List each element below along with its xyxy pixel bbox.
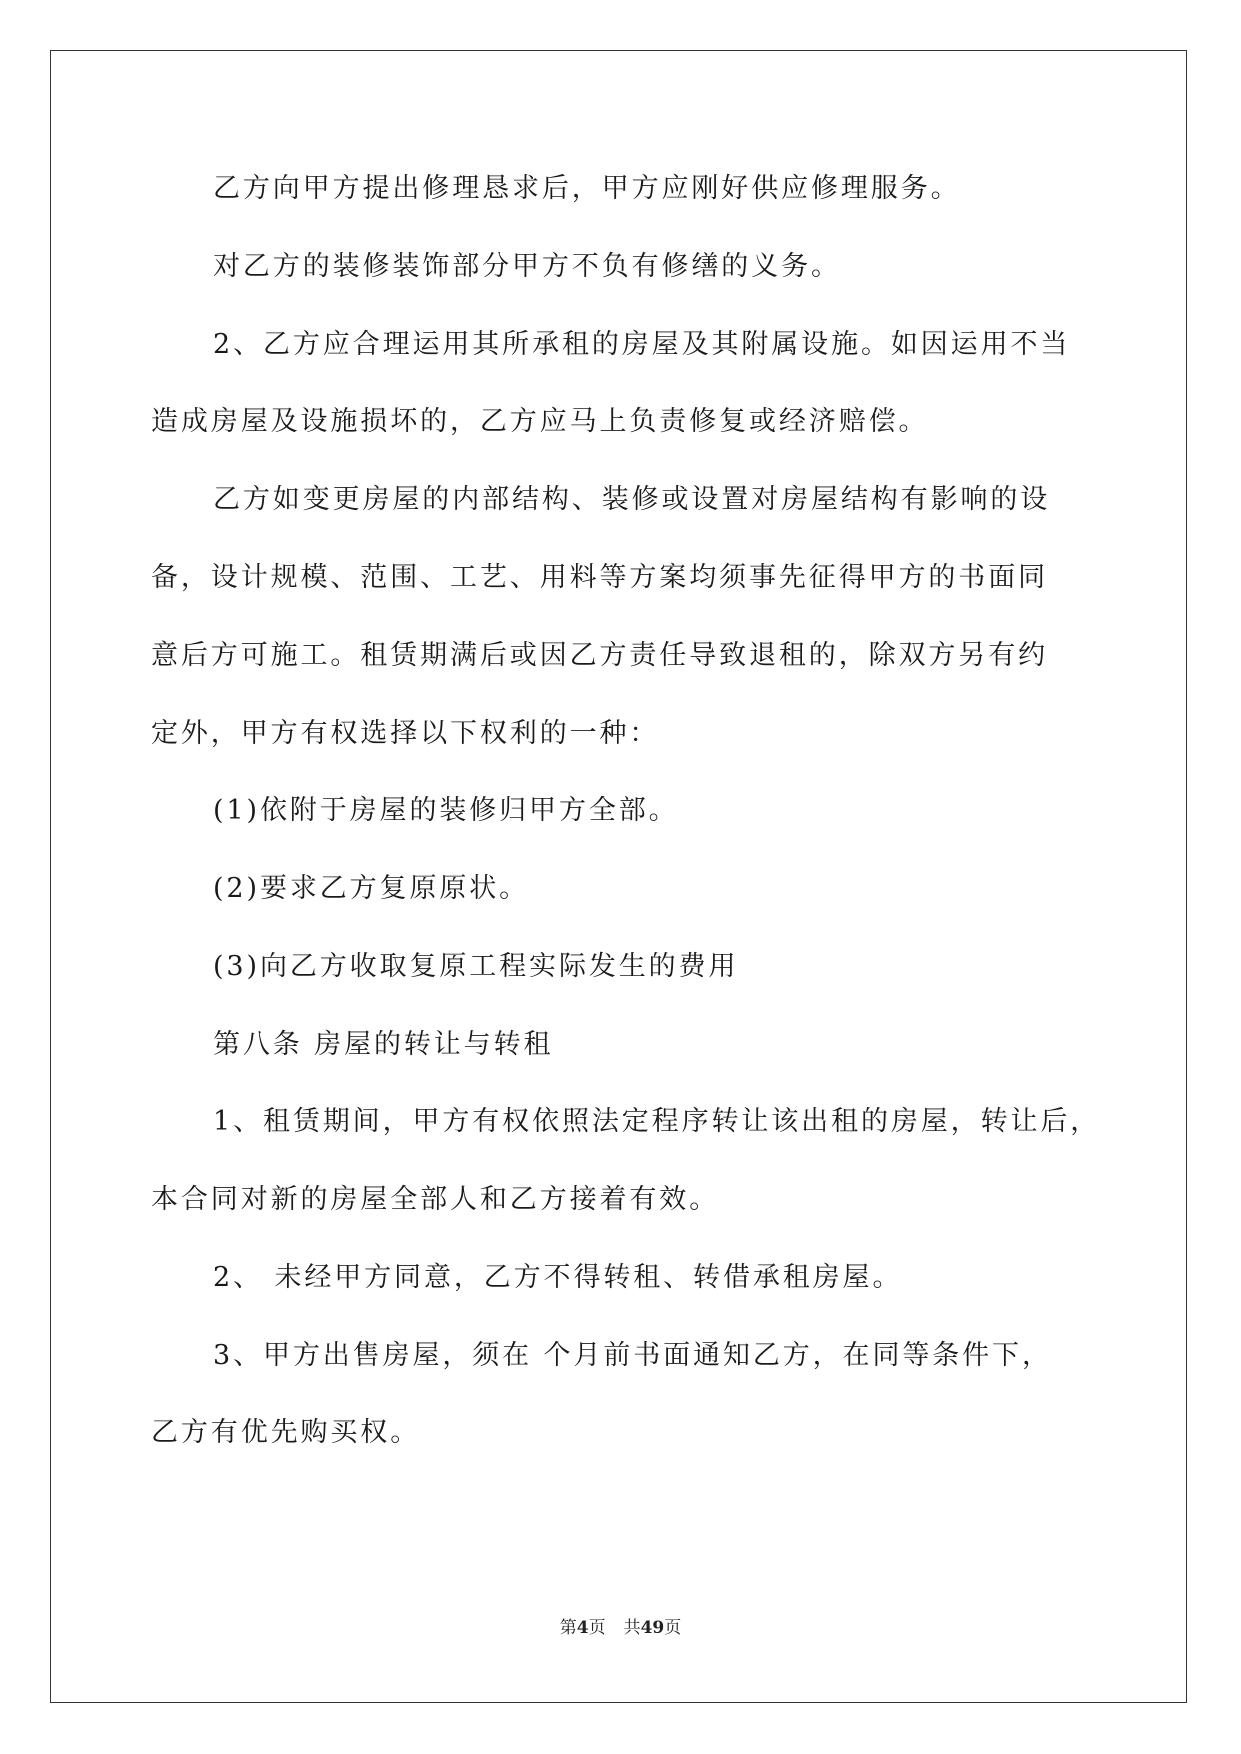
page-prefix: 第: [559, 1618, 577, 1638]
section-heading: 第八条 房屋的转让与转租: [213, 1029, 554, 1060]
paragraph-line: 2、乙方应合理运用其所承租的房屋及其附属设施。如因运用不当: [213, 329, 1071, 360]
paragraph-line: 造成房屋及设施损坏的，乙方应马上负责修复或经济赔偿。: [151, 406, 929, 437]
page-suffix: 页: [588, 1618, 606, 1638]
paragraph-line: 3、甲方出售房屋，须在 个月前书面通知乙方，在同等条件下，: [213, 1340, 1052, 1371]
paragraph-line: 本合同对新的房屋全部人和乙方接着有效。: [151, 1184, 720, 1215]
list-item: (2)要求乙方复原原状。: [213, 873, 530, 904]
list-item: (3)向乙方收取复原工程实际发生的费用: [213, 951, 739, 982]
paragraph-line: 意后方可施工。租赁期满后或因乙方责任导致退租的，除双方另有约: [151, 640, 1048, 671]
total-page-count: 49: [640, 1618, 665, 1638]
total-prefix: 共: [623, 1618, 641, 1638]
list-item: (1)依附于房屋的装修归甲方全部。: [213, 795, 679, 826]
paragraph-line: 乙方有优先购买权。: [151, 1417, 421, 1448]
paragraph-line: 1、租赁期间，甲方有权依照法定程序转让该出租的房屋，转让后，: [213, 1106, 1101, 1137]
paragraph-line: 2、 未经甲方同意，乙方不得转租、转借承租房屋。: [213, 1262, 903, 1293]
page-footer: [0, 1616, 1241, 1640]
paragraph-line: 备，设计规模、范围、工艺、用料等方案均须事先征得甲方的书面同: [151, 562, 1048, 593]
paragraph-line: 对乙方的装修装饰部分甲方不负有修缮的义务。: [213, 251, 841, 282]
total-suffix: 页: [664, 1618, 682, 1638]
paragraph-line: 乙方向甲方提出修理恳求后，甲方应刚好供应修理服务。: [213, 173, 961, 204]
paragraph-line: 乙方如变更房屋的内部结构、装修或设置对房屋结构有影响的设: [213, 484, 1051, 515]
current-page-number: 4: [576, 1618, 589, 1638]
paragraph-line: 定外，甲方有权选择以下权利的一种：: [151, 718, 660, 749]
